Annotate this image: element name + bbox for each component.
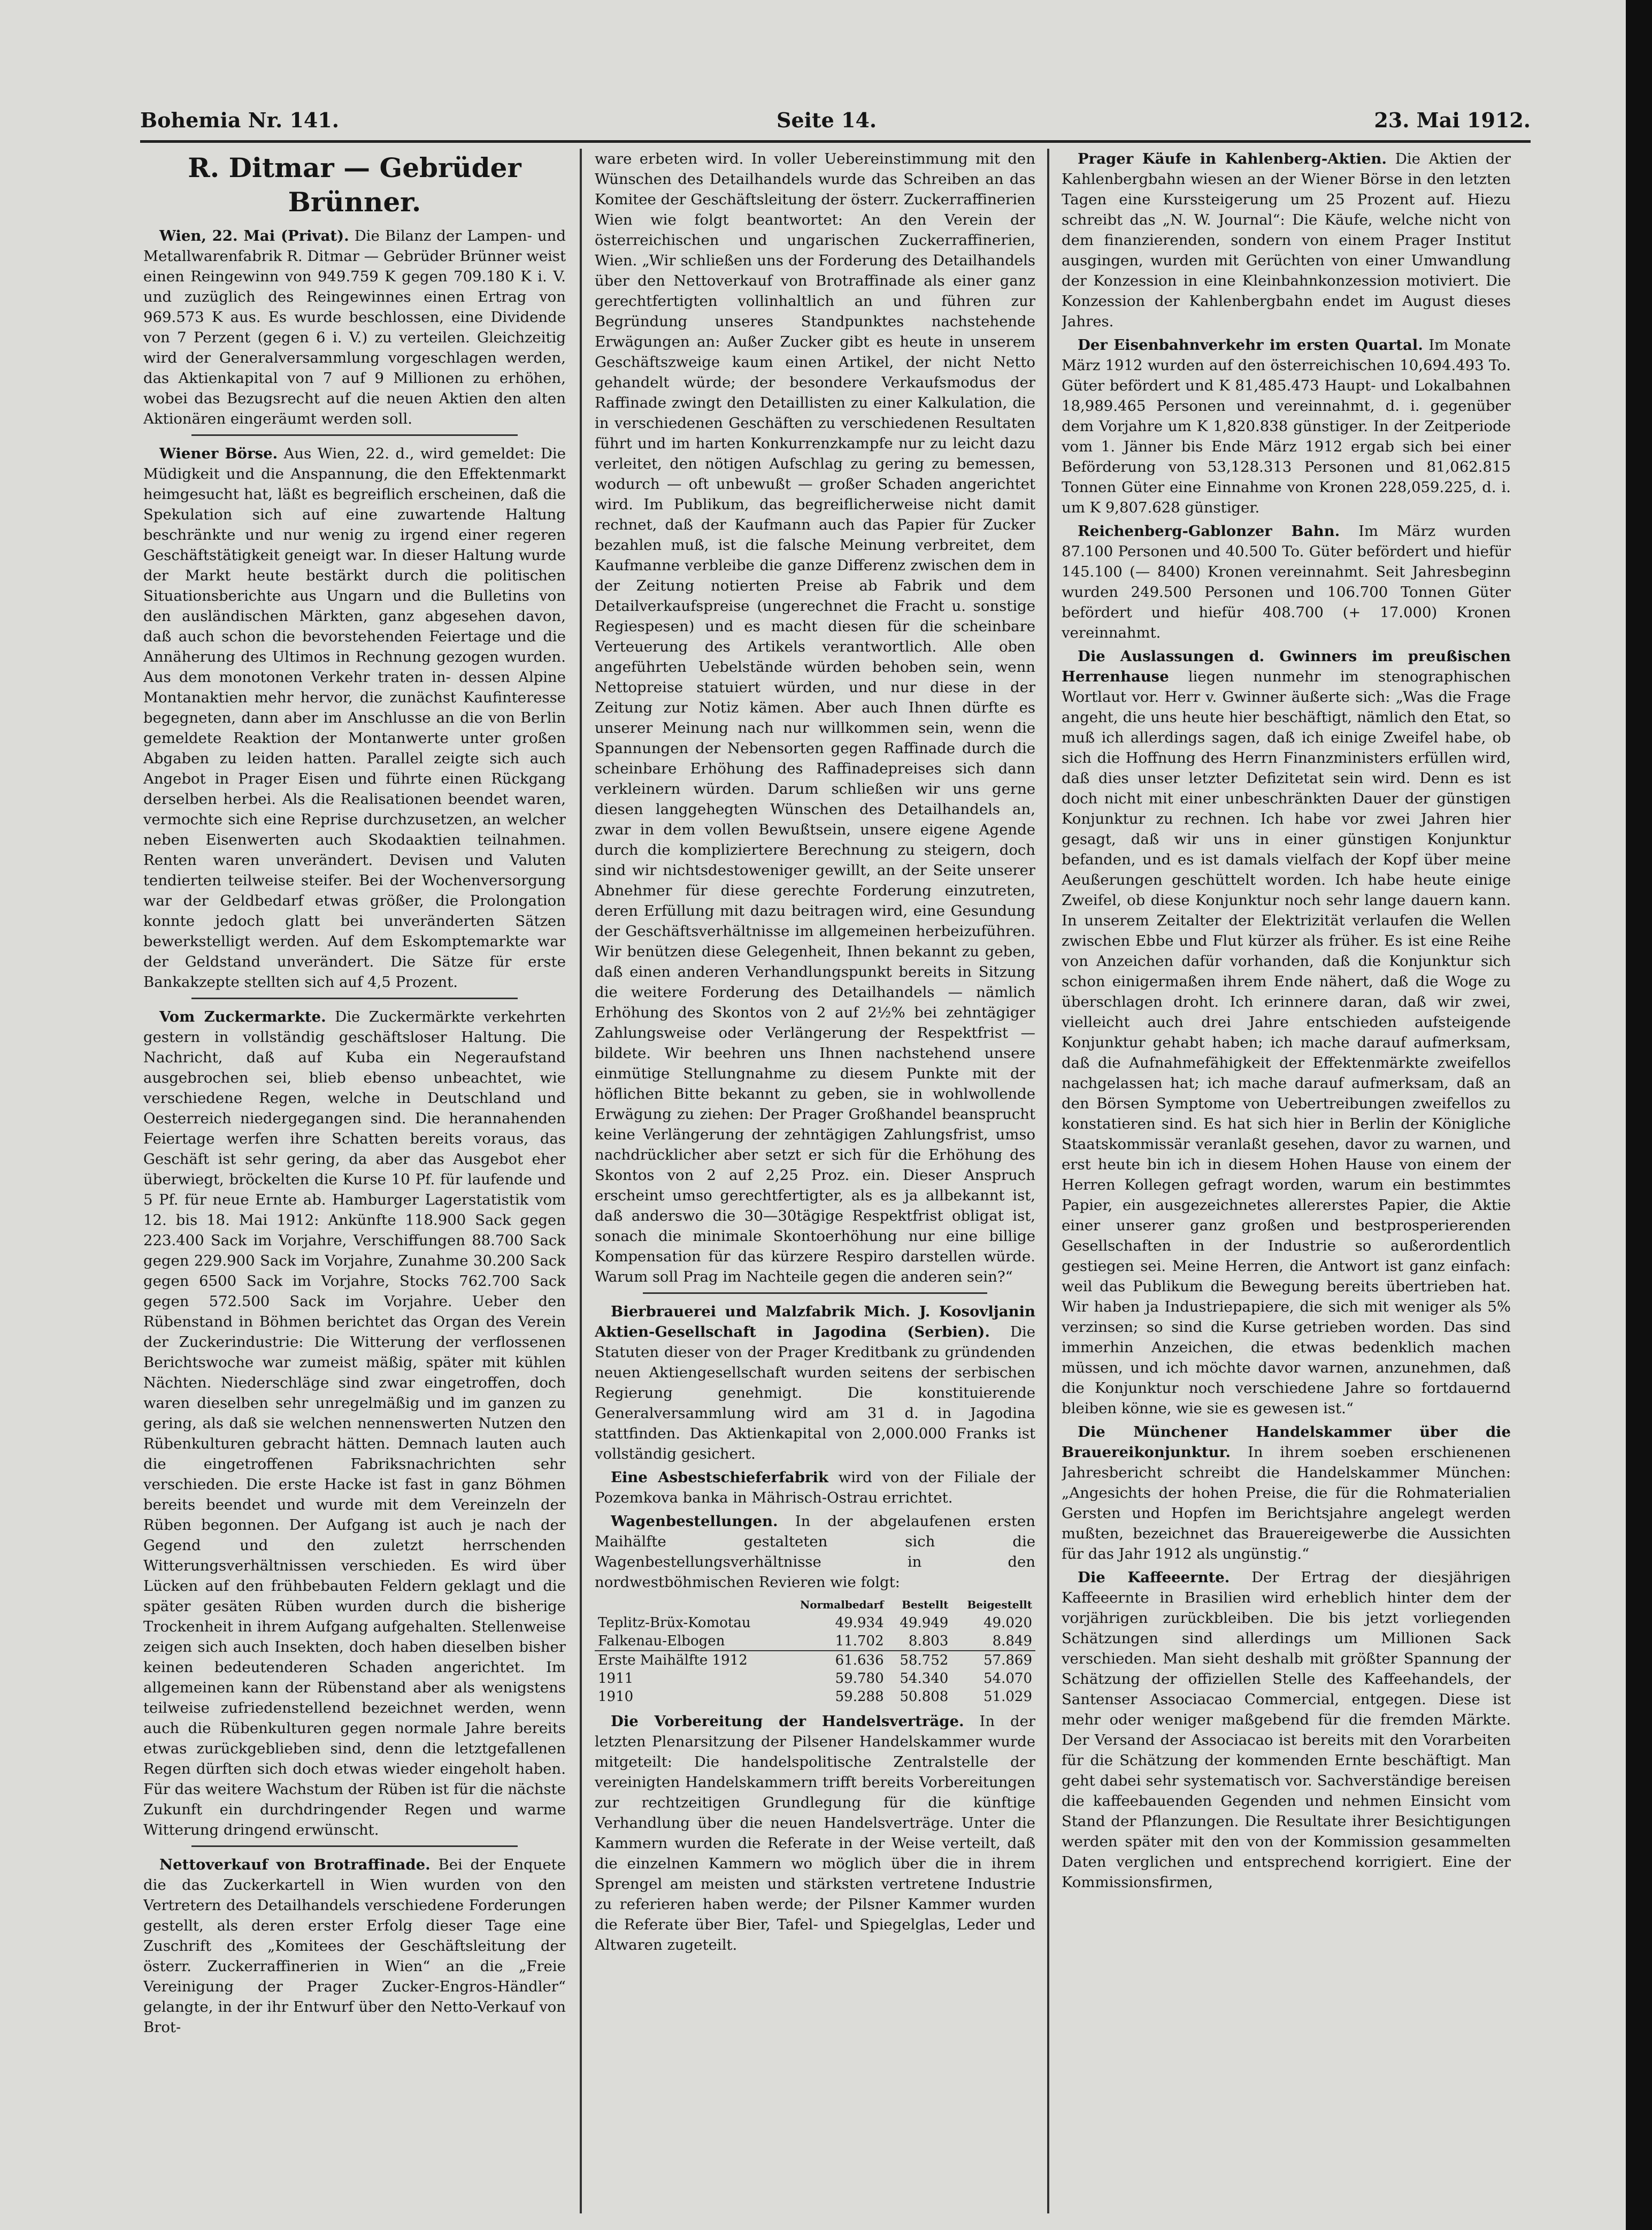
table-cell: 8.849 <box>992 1633 1032 1649</box>
table-cell: 58.752 <box>887 1651 952 1669</box>
table-row <box>595 1669 1035 1688</box>
article-lead: Die Kaffeeernte. <box>1078 1569 1230 1586</box>
table-header: Beigestellt <box>967 1598 1032 1611</box>
article-text: Bei der Enquete die das Zuckerkartell in Wien wurden von den Vertretern des Detailhandels verschiedene Forderungen gestellt, als deren erster Erfolg dieser Tage eine Zuschrift des „Komitees der Geschäftsleitung der österr. Zuckerraffinerien in Wien“ an die „Freie Vereinigung der Prager Zucker-Engros-Händler“ gelangte, in der ihr Entwurf über den Netto-Verkauf von Brot- <box>143 1856 566 2036</box>
article-paragraph <box>1062 149 1511 332</box>
article-text: Die Zuckermärkte verkehrten gestern in vollständig geschäftsloser Haltung. Die Nachricht, daß auf Kuba ein Negeraufstand ausgebrochen sei, blieb ebenso unbeachtet, wie verschiedene Regen, welche in Deutschland und Oesterreich niedergegangen sind. Die herannahenden Feiertage werfen ihre Schatten bereits voraus, das Geschäft ist sehr gering, da aber das Ausgebot eher überwiegt, bröckelten die Kurse 10 Pf. für laufende und 5 Pf. für neue Ernte ab. Hamburger Lagerstatistik vom 12. bis 18. Mai 1912: Ankünfte 118.900 Sack gegen 223.400 Sack im Vorjahre, Verschiffungen 88.700 Sack gegen 229.900 Sack im Vorjahre, Zunahme 30.200 Sack gegen 6500 Sack im Vorjahre, Stocks 762.700 Sack gegen 572.500 Sack im Vorjahre. Ueber den Rübenstand in Böhmen berichtet das Organ des Verein der Zuckerindustrie: Die Witterung der verflossenen Berichtswoche war zumeist mäßig, später mit kühlen Nächten. Niederschläge sind zwar eingetroffen, doch waren dieselben sehr unregelmäßig und im ganzen zu gering, als daß sie welchen nennenswerten Nutzen den Rübenkulturen gebracht hätten. Demnach lauten auch die eingetroffenen Fabriksnachrichten sehr verschieden. Die erste Hacke ist fast in ganz Böhmen bereits beendet und wurde mit dem Vereinzeln der Rüben begonnen. Der Aufgang ist auch je nach der Gegend und den zuletzt herrschenden Witterungsverhältnissen verschieden. Es wird über Lücken auf den frühbebauten Feldern geklagt und die später gesäten Rüben wurden durch die bisherige Trockenheit in ihrem Aufgang aufgehalten. Stellenweise zeigen sich auch Insekten, doch haben dieselben bisher keinen bedeutenderen Schaden angerichtet. Im allgemeinen kann der Rübenstand aber als wenigstens teilweise zufriedenstellend bezeichnet werden, wenn auch die Rübenkulturen gegen normale Jahre bereits etwas zurückgeblieben sind, denn die letztgefallenen Regen dürften sich doch etwas wieder eingeholt haben. Für das weitere Wachstum der Rüben ist für die nächste Zukunft ein durchdringender Regen und warme Witterung dringend erwünscht. <box>143 1008 566 1838</box>
table-cell: 59.288 <box>835 1689 884 1705</box>
article-separator <box>191 998 518 999</box>
column-divider <box>580 149 582 2213</box>
article-paragraph <box>595 1711 1035 1955</box>
article-paragraph <box>1062 521 1511 643</box>
header-date: 23. Mai 1912. <box>1374 108 1531 132</box>
article-lead: Prager Käufe in Kahlenberg-Aktien. <box>1078 150 1387 167</box>
article-text: Die Statuten dieser von der Prager Kreditbank zu gründenden neuen Aktiengesellschaft wurden seitens der serbischen Regierung genehmigt. Die konstituierende Generalversammlung wird am 31 d. in Jagodina stattfinden. Das Aktienkapital von 2,000.000 Franks ist vollständig gesichert. <box>595 1323 1035 1462</box>
column-left <box>143 149 566 2213</box>
table-row <box>595 1651 1035 1669</box>
table-cell: 57.869 <box>951 1651 1035 1669</box>
article-lead: Die Münchener Handelskammer über die Brauereikonjunktur. <box>1062 1423 1511 1461</box>
table-header: Bestellt <box>902 1598 949 1611</box>
table-cell: 1910 <box>598 1689 634 1705</box>
article-headline: R. Ditmar — Gebrüder Brünner. <box>188 152 521 218</box>
article-paragraph <box>1062 335 1511 518</box>
header-rule <box>140 140 1531 143</box>
table-cell: 61.636 <box>781 1651 887 1669</box>
table-cell: 54.070 <box>983 1670 1032 1687</box>
table-header: Normalbedarf <box>800 1598 884 1611</box>
article-paragraph <box>143 1007 566 1840</box>
table-cell: Erste Maihälfte 1912 <box>595 1651 781 1669</box>
table-cell: 54.340 <box>900 1670 949 1687</box>
article-paragraph <box>143 443 566 992</box>
article-separator <box>191 434 518 436</box>
article-lead: Wiener Börse. <box>159 445 278 462</box>
column-divider <box>1047 149 1049 2213</box>
article-text: In ihrem soeben erschienenen Jahresbericht schreibt die Handelskammer München: „Angesichts der hohen Preise, die für die Rohmaterialien Gersten und Hopfen im Berichtsjahre angelegt werden mußten, bezeichnet das Brauereigewerbe die Aussichten für das Jahr 1912 als ungünstig.“ <box>1062 1444 1511 1562</box>
table-cell: 1911 <box>598 1670 634 1687</box>
article-paragraph <box>143 226 566 429</box>
article-separator <box>191 1845 518 1847</box>
article-text: Im März wurden 87.100 Personen und 40.500 To. Güter befördert und hiefür 145.100 (— 8400) Kronen vereinnahmt. Seit Jahresbeginn wurden 249.500 Personen und 106.700 Tonnen Güter befördert und hiefür 408.700 (+ 17.000) Kronen vereinnahmt. <box>1062 523 1511 641</box>
header-issue: Bohemia Nr. 141. <box>140 108 340 132</box>
article-lead: Nettoverkauf von Brotraffinade. <box>159 1856 431 1873</box>
article-separator <box>643 1292 987 1294</box>
article-paragraph <box>1062 1422 1511 1564</box>
article-lead: Wien, 22. Mai (Privat). <box>159 227 349 244</box>
article-text: Die Bilanz der Lampen- und Metallwarenfabrik R. Ditmar — Gebrüder Brünner weist einen Reingewinn von 949.759 K gegen 709.180 K i. V. und zuzüglich des Reingewinnes einen Ertrag von 969.573 K aus. Es wurde beschlossen, eine Dividende von 7 Perzent (gegen 6 i. V.) zu verteilen. Gleichzeitig wird der Generalversammlung vorgeschlagen werden, das Aktienkapital von 7 auf 9 Millionen zu erhöhen, wobei das Bezugsrecht auf die neuen Aktien den alten Aktionären eingeräumt werden soll. <box>143 227 566 427</box>
article-text: liegen nunmehr im stenographischen Wortlaut vor. Herr v. Gwinner äußerte sich: „Was die Frage angeht, die uns heute hier beschäftigt, nämlich den Etat, so muß ich allerdings sagen, daß ich einige Zweifel habe, ob sich die Hoffnung des Herrn Finanzministers erfüllen wird, daß dies unser letzter Defizitetat sein wird. Denn es ist doch nicht mit einer unbeschränkten Dauer der günstigen Konjunktur zu rechnen. Ich habe vor zwei Jahren hier gesagt, daß wir uns in einer günstigen Konjunktur befanden, und es ist damals vielfach der Kopf über meine Aeußerungen geschüttelt worden. Ich habe heute einige Zweifel, ob diese Konjunktur noch sehr lange dauern kann. In unserem Zeitalter der Elektrizität verlaufen die Wellen zwischen Ebbe und Flut kürzer als früher. Es ist eine Reihe von Anzeichen dafür vorhanden, daß die Konjunktur sich schon einigermaßen ihrem Ende nähert, daß die Woge zu überschlagen droht. Ich erinnere daran, daß wir zwei, vielleicht auch drei Jahre entschieden aufsteigende Konjunktur gehabt haben; ich mache darauf aufmerksam, daß die Aufnahmefähigkeit der Effektenmärkte zweifellos nachgelassen hat; ich mache darauf aufmerksam, daß an den Börsen Symptome von Uebertreibungen zweifellos zu konstatieren sind. Es hat sich hier in Berlin der Königliche Staatskommissär veranlaßt gesehen, davor zu warnen, und erst heute bin ich in diesem Hohen Hause von einem der Herren Kollegen gefragt worden, warum ein bestimmtes Papier, ein ausgezeichnetes allererstes Papier, die Aktie einer unserer ganz großen und bestprosperierenden Gesellschaften in der Industrie so außerordentlich gestiegen sei. Meine Herren, die Antwort ist ganz einfach: weil das Publikum die Bewegung bereits übertrieben hat. Wir haben ja Industriepapiere, die sich mit weniger als 5% verzinsen; so sind die Kurse getrieben worden. Das sind immerhin Anzeichen, die etwas bedenklich machen müssen, und ich möchte davor warnen, anzunehmen, daß die Konjunktur noch verschiedene Jahre so fortdauernd bleiben könne, wie sie es gewesen ist.“ <box>1062 668 1511 1417</box>
table-header-row <box>595 1596 1035 1614</box>
article-text: wird von der Filiale der Pozemkova banka in Mährisch-Ostrau errichtet. <box>595 1469 1035 1506</box>
table-cell: Teplitz-Brüx-Komotau <box>598 1615 751 1631</box>
table-cell: 59.780 <box>835 1670 884 1687</box>
article-lead: Reichenberg-Gablonzer Bahn. <box>1078 523 1340 540</box>
table-cell: 8.803 <box>908 1633 949 1649</box>
scan-edge <box>1626 0 1652 2230</box>
article-paragraph <box>1062 646 1511 1419</box>
column-middle <box>595 149 1035 2213</box>
article-continuation: ware erbeten wird. In voller Uebereinstimmung mit den Wünschen des Detailhandels wurde das Schreiben an das Komitee der Geschäftsleitung der österr. Zuckerraffinerien Wien wie folgt beantwortet: An den Verein der österreichischen und ungarischen Zuckerraffinerien, Wien. „Wir schließen uns der Forderung des Detailhandels über den Nettoverkauf von Brotraffinade als einer ganz gerechtfertigten vollinhaltlich an und führen zur Begründung unseres Standpunktes nachstehende Erwägungen an: Außer Zucker gibt es heute in unserem Geschäftszweige kaum einen Artikel, der nicht Netto gehandelt würde; der besondere Verkaufsmodus der Raffinade zwingt den Detaillisten zu einer Kalkulation, die in verschiedenen Geschäften zu verschiedenen Resultaten führt und im harten Konkurrenzkampfe nur zu leicht dazu verleitet, den nötigen Aufschlag zu gering zu bemessen, wodurch — oft unbewußt — großer Schaden angerichtet wird. Im Publikum, das begreiflicherweise nicht damit rechnet, daß der Kaufmann auch das Papier für Zucker bezahlen muß, ist die falsche Meinung verbreitet, dem Kaufmanne verbleibe die ganze Differenz zwischen dem in der Zeitung notierten Preise ab Fabrik und dem Detailverkaufspreise (ungerechnet die Fracht u. sonstige Regiespesen) und es macht diesen für die scheinbare Verteuerung des Artikels verantwortlich. Alle oben angeführten Uebelstände würden behoben sein, wenn Nettopreise statuiert würden, und nur diese in der Zeitung zur Notiz kämen. Aber auch Ihnen dürfte es unserer Meinung nach nur willkommen sein, wenn die Spannungen der Nebensorten gegen Raffinade durch die scheinbare Erhöhung des Raffinadepreises sich dann verkleinern würden. Darum schließen wir uns gerne diesen langgehegten Wünschen des Detailhandels an, zwar in dem vollen Bewußtsein, unsere eigene Agende durch die kompliziertere Berechnung zu steigern, doch sind wir nichtsdestoweniger gewillt, an der Seite unserer Abnehmer für diese gerechte Forderung einzutreten, deren Erfüllung mit dazu beitragen wird, eine Gesundung der Geschäftsverhältnisse im allgemeinen herbeizuführen. Wir benützen diese Gelegenheit, Ihnen bekannt zu geben, daß einen anderen Verhandlungspunkt bereits in Sitzung die weitere Forderung des Detailhandels — nämlich Erhöhung des Skontos von 2 auf 2½% bei zehntägiger Zahlungsweise oder Verlängerung der Respektfrist — bildete. Wir beehren uns Ihnen nachstehend unsere einmütige Stellungnahme zu diesem Punkte mit der höflichen Bitte bekannt zu geben, sie in wohlwollende Erwägung zu ziehen: Der Prager Großhandel beansprucht keine Verlängerung der zehntägigen Zahlungsfrist, umso nachdrücklicher aber setzt er sich für die Erhöhung des Skontos von 2 auf 2,25 Proz. ein. Dieser Anspruch erscheint umso gerechtfertigter, als es ja allbekannt ist, daß anderswo die 30—30tägige Respektfrist obligat ist, sonach die minimale Skontoerhöhung nur eine billige Kompensation für das kürzere Respiro darstellen würde. Warum soll Prag im Nachteile gegen die anderen sein?“ <box>595 150 1035 1285</box>
article-text: Die Aktien der Kahlenbergbahn wiesen an der Wiener Börse in den letzten Tagen eine Kurssteigerung um 25 Prozent auf. Hiezu schreibt das „N. W. Journal“: Die Käufe, welche nicht von dem finanzierenden, sondern von einem Prager Institut ausgingen, wurden mit Gerüchten von einer Umwandlung der Konzession in eine Kleinbahnkonzession motiviert. Die Konzession der Kahlenbergbahn endet im August dieses Jahres. <box>1062 150 1511 330</box>
article-lead: Der Eisenbahnverkehr im ersten Quartal. <box>1078 336 1423 354</box>
article-text: Der Ertrag der diesjährigen Kaffeeernte in Brasilien wird erheblich hinter dem der vorjährigen zurückbleiben. Die bis jetzt vorliegenden Schätzungen sind allerdings um Millionen Sack verschieden. Man sieht deshalb mit größter Spannung der Schätzung der offiziellen Stelle des Kaffeehandels, der Santenser Associacao Commercial, entgegen. Diese ist mehr oder weniger maßgebend für die fremden Märkte. Der Versand der Associacao ist bereits mit den Vorarbeiten für die Schätzung der kommenden Ernte beschäftigt. Man geht dabei sehr systematisch vor. Sachverständige bereisen die kaffeebauenden Gegenden und nehmen Einsicht vom Stand der Pflanzungen. Die Resultate ihrer Besichtigungen werden später mit den von der Kommission gesammelten Daten verglichen und entsprechend korrigiert. Eine der Kommissionsfirmen, <box>1062 1569 1511 1891</box>
table-cell: 49.934 <box>835 1615 884 1631</box>
article-lead: Wagenbestellungen. <box>611 1513 778 1530</box>
table-cell: 49.949 <box>900 1615 949 1631</box>
wagon-table <box>595 1596 1035 1706</box>
article-lead: Bierbrauerei und Malzfabrik Mich. J. Kosovljanin Aktien-Gesellschaft in Jagodina (Serbien). <box>595 1303 1035 1340</box>
table-cell: 51.029 <box>983 1689 1032 1705</box>
table-row <box>595 1614 1035 1632</box>
table-row <box>595 1688 1035 1706</box>
article-lead: Die Vorbereitung der Handelsverträge. <box>611 1713 964 1730</box>
table-cell: 49.020 <box>983 1615 1032 1631</box>
article-paragraph <box>1062 1567 1511 1892</box>
article-lead: Vom Zuckermarkte. <box>159 1008 326 1025</box>
article-text: Im Monate März 1912 wurden auf den österreichischen 10,694.493 To. Güter befördert und K 81,485.473 Haupt- und Lokalbahnen 18,989.465 Personen und vereinnahmt, d. i. gegenüber dem Vorjahre um K 1,820.838 günstiger. In der Zeitperiode vom 1. Jänner bis Ende März 1912 ergab sich bei einer Beförderung von 53,128.313 Personen und 81,062.815 Tonnen Güter eine Einnahme von Kronen 228,059.225, d. i. um K 9,807.628 günstiger. <box>1062 336 1511 516</box>
header-page-number: Seite 14. <box>777 108 877 132</box>
article-paragraph <box>595 1511 1035 1592</box>
table-row <box>595 1632 1035 1651</box>
article-lead: Die Auslassungen d. Gwinners im preußischen Herrenhause <box>1062 648 1511 685</box>
table-cell: 50.808 <box>900 1689 949 1705</box>
article-paragraph <box>595 1301 1035 1464</box>
article-paragraph <box>595 1467 1035 1508</box>
table-cell: 11.702 <box>835 1633 884 1649</box>
article-text: In der letzten Plenarsitzung der Pilsener Handelskammer wurde mitgeteilt: Die handelspolitische Zentralstelle der vereinigten Handelskammern trifft bereits Vorbereitungen zur rechtzeitigen Grundlegung für die künftige Verhandlung über die neuen Handelsverträge. Unter die Kammern wurden die Referate in der Weise verteilt, daß die einzelnen Kammern wo möglich über die in ihrem Sprengel am meisten und stärksten vertretene Industrie zu referieren haben werde; der Pilsner Kammer wurden die Referate über Bier, Tafel- und Spiegelglas, Leder und Altwaren zugeteilt. <box>595 1713 1035 1953</box>
column-right <box>1062 149 1511 2213</box>
article-paragraph <box>143 1854 566 2037</box>
table-cell: Falkenau-Elbogen <box>598 1633 725 1649</box>
article-lead: Eine Asbestschieferfabrik <box>611 1469 828 1486</box>
article-text: In der abgelaufenen ersten Maihälfte gestalteten sich die Wagenbestellungsverhältnisse in den nordwestböhmischen Revieren wie folgt: <box>595 1513 1035 1591</box>
article-text: Aus Wien, 22. d., wird gemeldet: Die Müdigkeit und die Anspannung, die den Effektenmarkt heimgesucht hat, läßt es begreiflich erscheinen, daß die Spekulation sich auf eine zuwartende Haltung beschränkte und nur wenig zu irgend einer regeren Geschäftstätigkeit geneigt war. In dieser Haltung wurde der Markt heute bestärkt durch die politischen Situationsberichte aus Ungarn und die Bulletins von den ausländischen Märkten, ganz abgesehen davon, daß auch schon die bevorstehenden Feiertage und die Annäherung des Ultimos in Rechnung gezogen wurden. Aus dem monotonen Verkehr traten in- dessen Alpine Montanaktien mehr hervor, die zunächst Kaufinteresse begegneten, dann aber im Anschlusse an die von Berlin gemeldete Reaktion der Montanwerte unter großen Abgaben zu leiden hatten. Parallel zeigte sich auch Angebot in Prager Eisen und führte einen Rückgang derselben herbei. Als die Realisationen beendet waren, vermochte sich eine Reprise durchzusetzen, an welcher neben Eisenwerten auch Skodaaktien teilnahmen. Renten waren unverändert. Devisen und Valuten tendierten teilweise steifer. Bei der Wochenversorgung war der Geldbedarf etwas größer, die Prolongation konnte jedoch glatt bei unveränderten Sätzen bewerkstelligt werden. Auf dem Eskomptemarkte war der Geldstand unverändert. Die Sätze für erste Bankakzepte stellten sich auf 4,5 Prozent. <box>143 445 566 991</box>
page-header <box>140 102 1531 139</box>
table-header <box>595 1596 781 1614</box>
